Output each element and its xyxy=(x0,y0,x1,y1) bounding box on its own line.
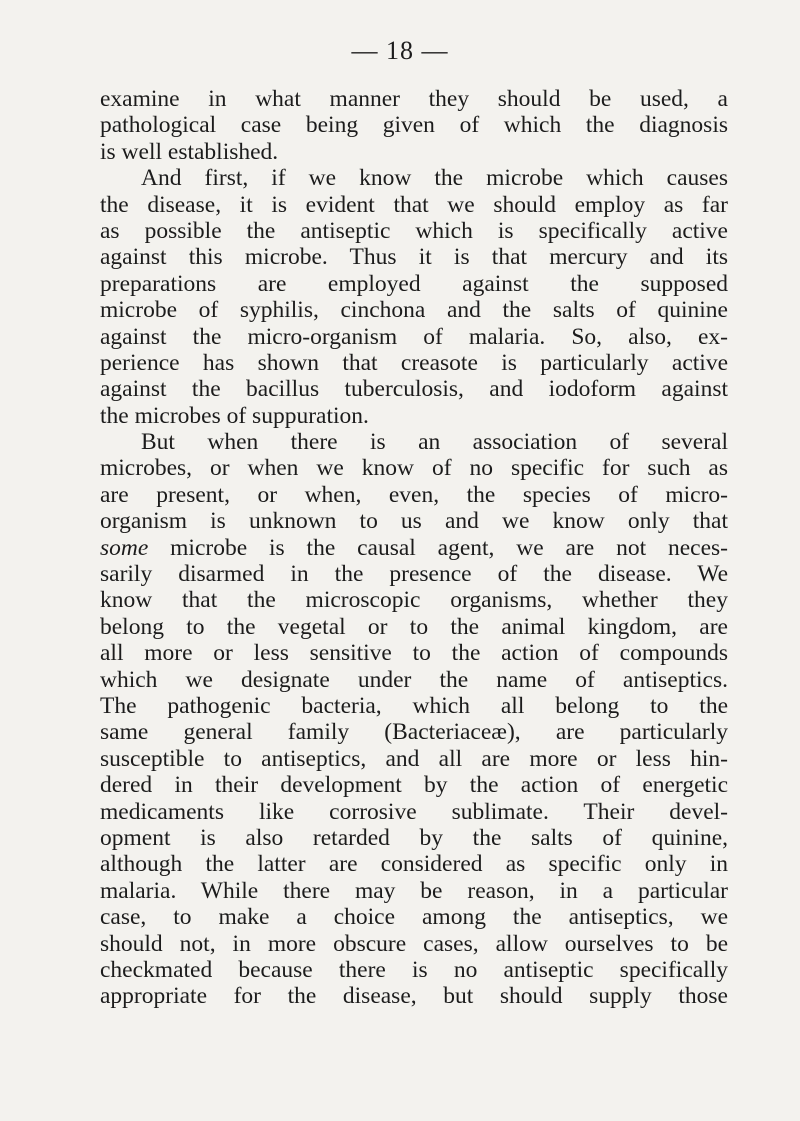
text-line: case, to make a choice among the antiseptics, we xyxy=(100,904,728,931)
text-line: opment is also retarded by the salts of quinine, xyxy=(100,824,728,851)
page-number: — 18 — xyxy=(351,36,449,65)
text-line: which we designate under the name of antiseptics. xyxy=(100,666,728,693)
text-line: same general family (Bacteriaceæ), are particularly xyxy=(100,719,728,746)
body-text xyxy=(100,86,728,1010)
text-line: against the micro-organism of malaria. So, also, ex- xyxy=(100,323,728,350)
text-line: all more or less sensitive to the action of compounds xyxy=(100,640,728,667)
text-line: the disease, it is evident that we should employ as far xyxy=(100,191,728,218)
text-line: should not, in more obscure cases, allow ourselves to be xyxy=(100,930,728,957)
text-line: susceptible to antiseptics, and all are more or less hin- xyxy=(100,745,728,772)
text-line: is well established. xyxy=(100,138,279,165)
text-line: although the latter are considered as specific only in xyxy=(100,851,728,878)
text-line: microbe of syphilis, cinchona and the salts of quinine xyxy=(100,297,728,324)
text-line: malaria. While there may be reason, in a particular xyxy=(100,877,728,904)
text-line: belong to the vegetal or to the animal kingdom, are xyxy=(100,613,728,640)
text-line: as possible the antiseptic which is specifically active xyxy=(100,217,728,244)
text-line-italic-some: some microbe is the causal agent, we are not neces- xyxy=(100,534,728,561)
text-line: medicaments like corrosive sublimate. Their devel- xyxy=(100,798,728,825)
text-line: appropriate for the disease, but should supply those xyxy=(100,983,728,1010)
emphasis-word: some xyxy=(100,534,149,561)
text-line: pathological case being given of which the diagnosis xyxy=(100,112,728,139)
text-line: checkmated because there is no antiseptic specifically xyxy=(100,956,728,983)
text-line: The pathogenic bacteria, which all belong to the xyxy=(100,692,728,719)
text-line: preparations are employed against the supposed xyxy=(100,270,728,297)
text-line: against the bacillus tuberculosis, and iodoform against xyxy=(100,376,728,403)
text-line: are present, or when, even, the species of micro- xyxy=(100,481,728,508)
text-line: against this microbe. Thus it is that mercury and its xyxy=(100,244,728,271)
paragraph-start-line: But when there is an association of several xyxy=(141,429,728,456)
text-line: examine in what manner they should be used, a xyxy=(100,86,728,112)
text-line: sarily disarmed in the presence of the disease. We xyxy=(100,561,728,588)
text-line: organism is unknown to us and we know only that xyxy=(100,508,728,535)
text-line: dered in their development by the action of energetic xyxy=(100,772,728,799)
text-line: know that the microscopic organisms, whether they xyxy=(100,587,728,614)
text-line: perience has shown that creasote is particularly active xyxy=(100,349,728,376)
text-line: the microbes of suppuration. xyxy=(100,402,369,429)
text-line: microbes, or when we know of no specific for such as xyxy=(100,455,728,482)
paragraph-start-line: And first, if we know the microbe which causes xyxy=(141,165,728,192)
